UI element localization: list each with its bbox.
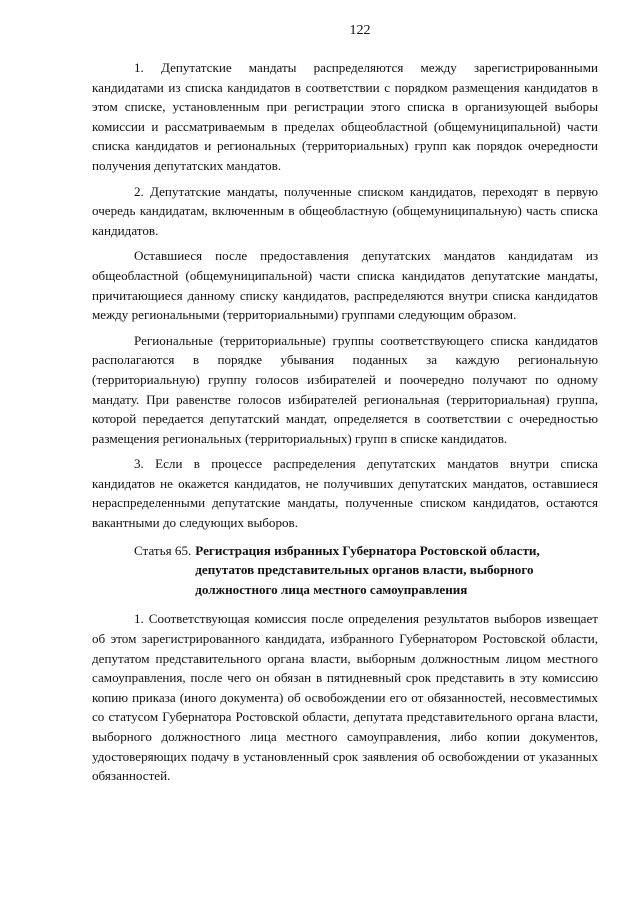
article-label: Статья 65. [134, 542, 192, 558]
article-heading [92, 541, 598, 600]
paragraph-1: 1. Депутатские мандаты распределяются между зарегистрированными кандидатами из списка кандидатов в соответствии с порядком размещения кандидатов в этом списке, установленным при регистрации этого списка в организующей выборы комиссии и рассматриваемым в пределах общеобластной (общемуниципальной) части списка кандидатов и региональных (территориальных) групп как порядок очередности получения депутатских мандатов. [92, 60, 598, 173]
paragraph-2: 2. Депутатские мандаты, полученные списком кандидатов, переходят в первую очередь кандидатам, включенным в общеобластную (общемуниципальную) часть списка кандидатов. [92, 183, 598, 238]
article-title: Регистрация избранных Губернатора Ростовской области, депутатов представительных органов власти, выборного должностного лица местного самоуправления [195, 542, 540, 597]
paragraph-5: 3. Если в процессе распределения депутатских мандатов внутри списка кандидатов не окажется кандидатов, не получивших депутатских мандатов, оставшиеся нераспределенными депутатские мандаты, полученные списком кандидатов, остаются вакантными до следующих выборов. [92, 456, 598, 531]
paragraph-6: 1. Соответствующая комиссия после определения результатов выборов извещает об этом зарегистрированного кандидата, избранного Губернатором Ростовской области, депутатом представительного органа власти, выборным должностным лицом местного самоуправления, после чего он обязан в пятидневный срок представить в эту комиссию копию приказа (иного документа) об освобождении его от обязанностей, несовместимых со статусом Губернатора Ростовской области, депутата представительного органа власти, выборного должностного лица местного самоуправления, либо копии документов, удостоверяющих подачу в установленный срок заявления об освобождении от указанных обязанностей. [92, 611, 598, 784]
paragraph-3: Оставшиеся после предоставления депутатских мандатов кандидатам из общеобластной (общемуниципальной) части списка кандидатов депутатские мандаты, причитающиеся данному списку кандидатов, распределяются внутри списка кандидатов между региональными (территориальными) группами следующим образом. [92, 248, 598, 323]
page-number: 122 [349, 23, 371, 38]
paragraph-4: Региональные (территориальные) группы соответствующего списка кандидатов располагаются в порядке убывания поданных за каждую региональную (территориальную) группу голосов избирателей и поочередно получают по одному мандату. При равенстве голосов избирателей региональная (территориальная) группа, которой передается депутатский мандат, определяется в соответствии с очередностью размещения региональных (территориальных) групп в списке кандидатов. [92, 332, 598, 446]
